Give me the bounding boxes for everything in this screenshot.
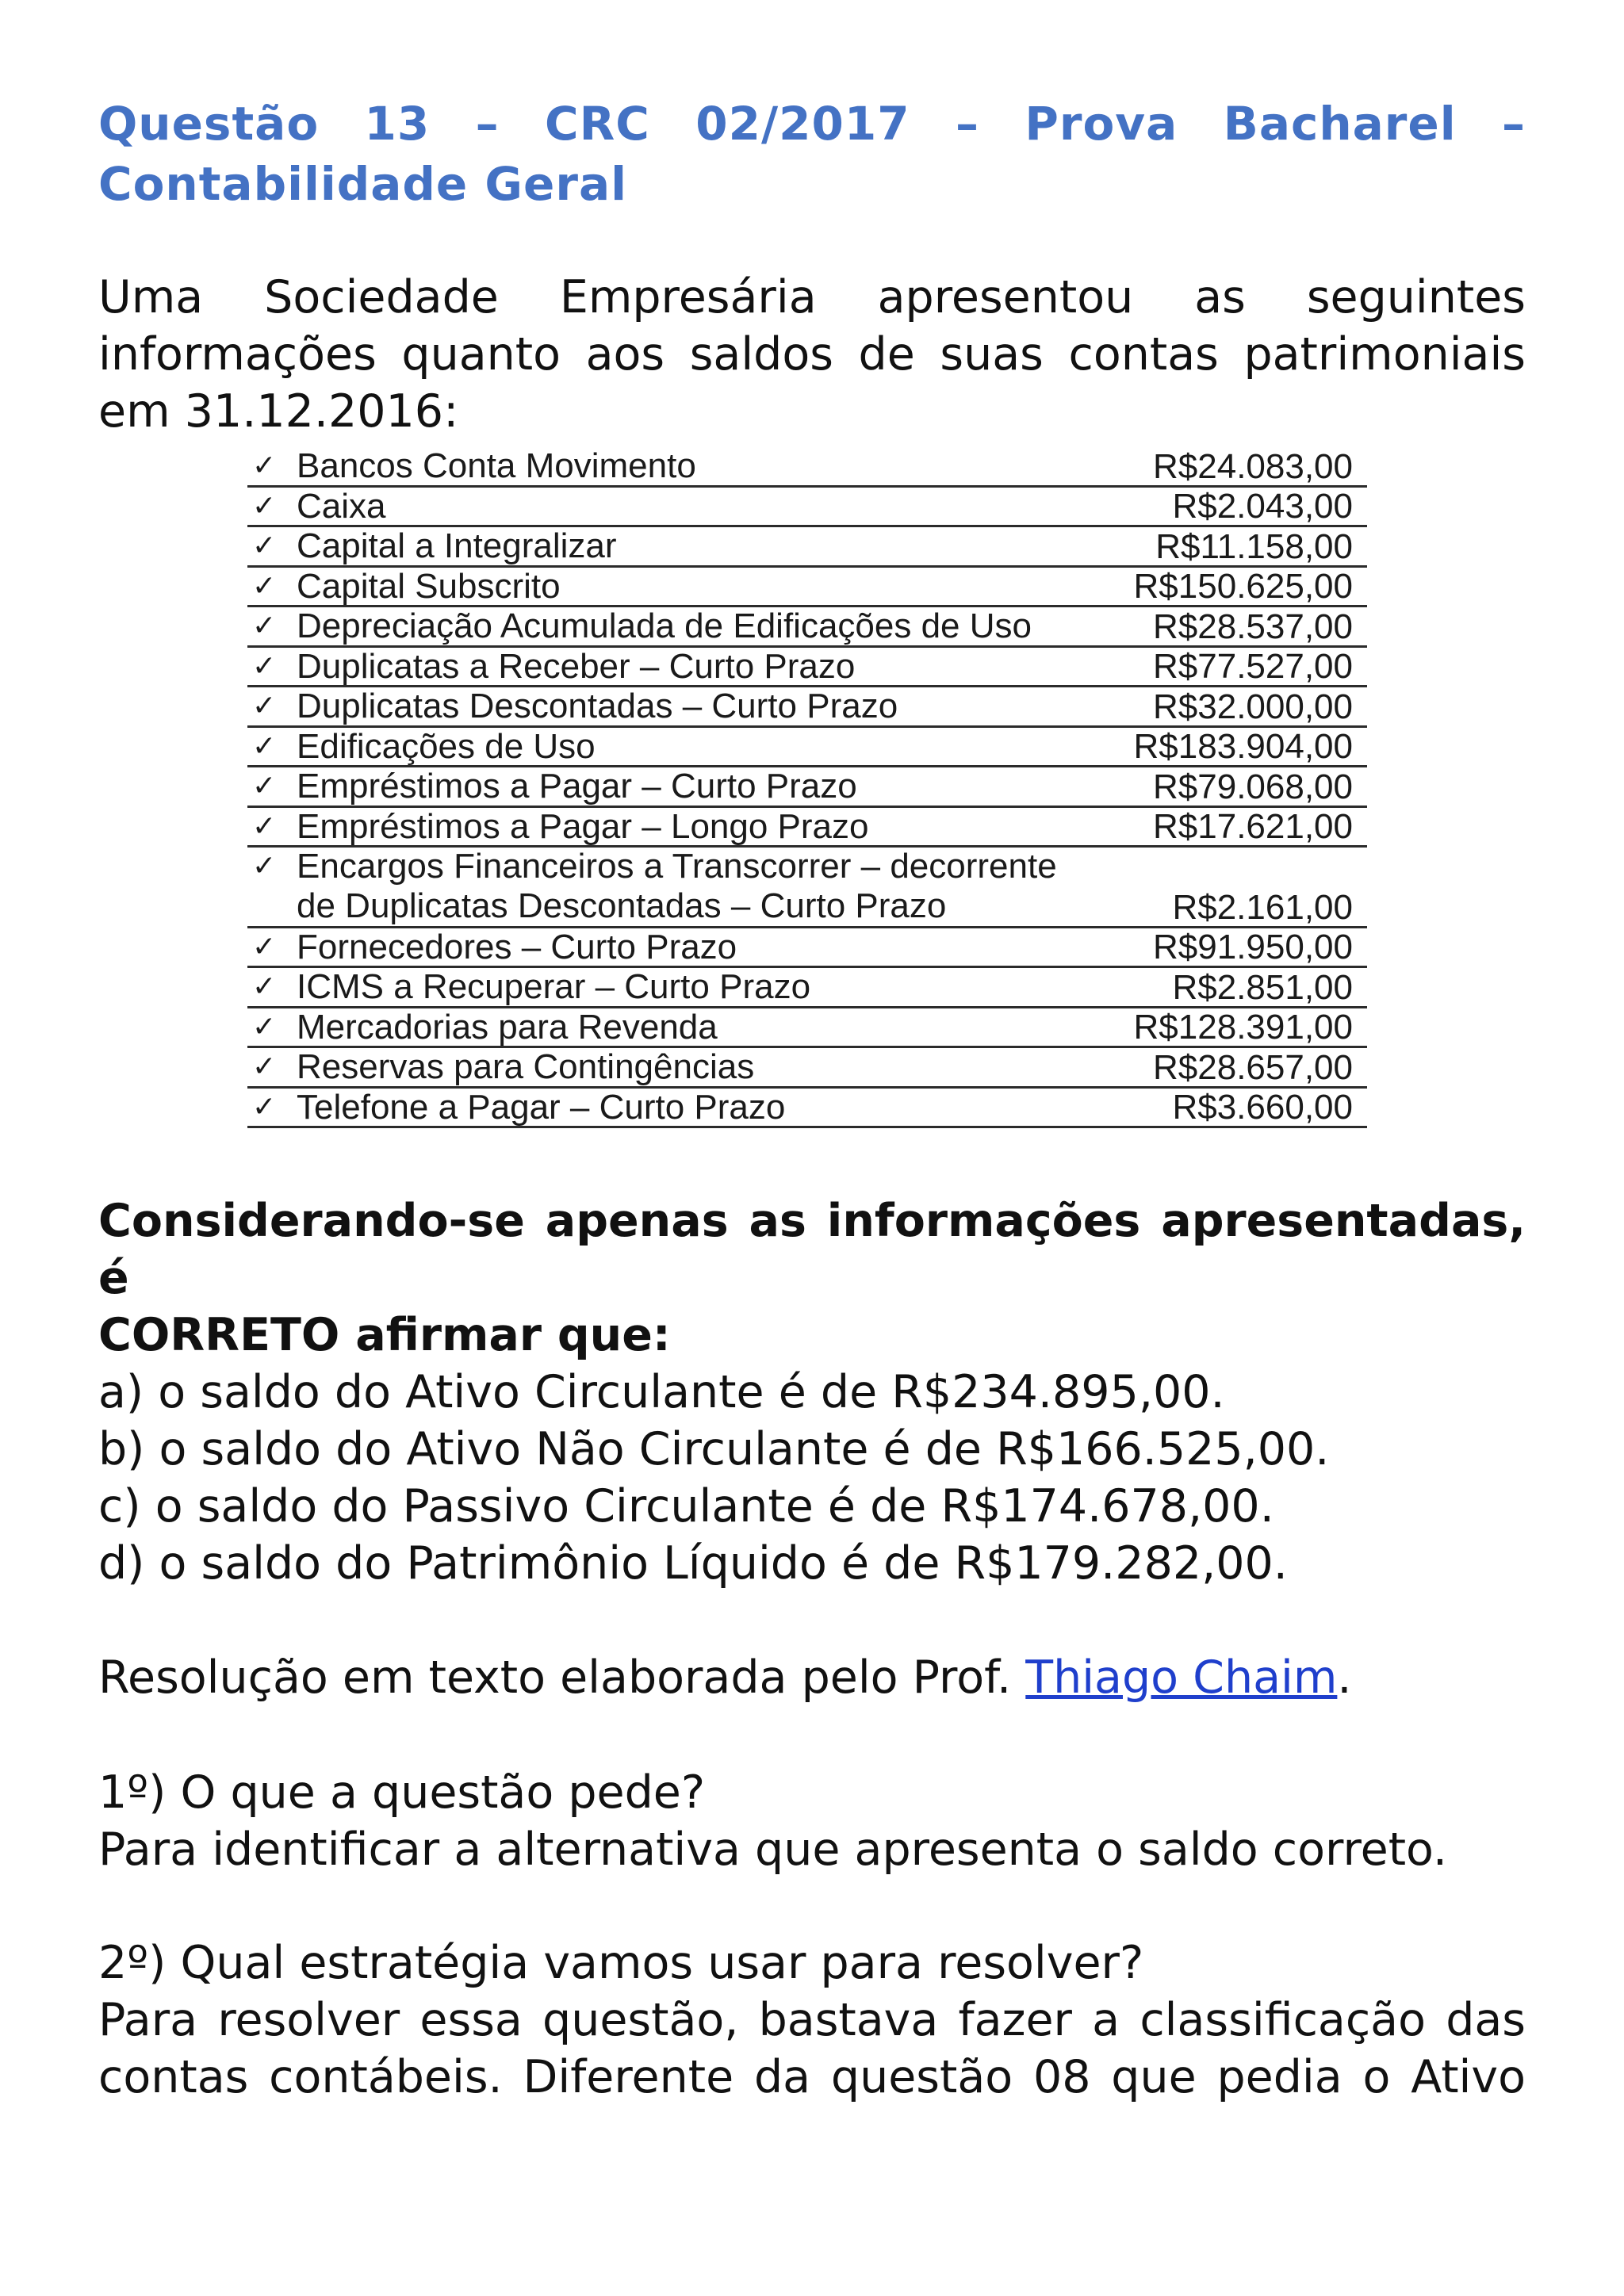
account-value: R$150.625,00 [1133,567,1353,606]
account-row [247,607,1367,648]
account-row [247,968,1367,1008]
account-value: R$24.083,00 [1153,446,1353,486]
step-2 [98,1934,1526,2106]
question-title: Questão 13 – CRC 02/2017 – Prova Bacharel – Contabilidade Geral [98,97,1526,211]
option-d: d) o saldo do Patrimônio Líquido é de R$179.282,00. [98,1537,1288,1590]
account-label: Empréstimos a Pagar – Curto Prazo [297,767,857,806]
option-c: c) o saldo do Passivo Circulante é de R$174.678,00. [98,1480,1274,1533]
account-value: R$2.043,00 [1172,487,1353,526]
account-row [247,848,1367,928]
accounts-table [247,447,1367,1128]
account-label: Duplicatas a Receber – Curto Prazo [297,646,856,686]
account-value: R$183.904,00 [1133,727,1353,766]
step-2-line-2: contas contábeis. Diferente da questão 08 que pedia o Ativo [98,2051,1526,2103]
account-value: R$32.000,00 [1153,687,1353,726]
account-label: Duplicatas Descontadas – Curto Prazo [297,687,898,725]
account-value: R$91.950,00 [1153,928,1353,966]
account-row [247,687,1367,728]
account-label: Encargos Financeiros a Transcorrer – decorrente [297,847,1057,886]
step-2-line-1: Para resolver essa questão, bastava fazer a classificação das [98,1994,1526,2046]
account-label: Capital Subscrito [297,566,561,606]
account-value: R$128.391,00 [1133,1008,1353,1047]
step-1-text: Para identificar a alternativa que apresenta o saldo correto. [98,1823,1448,1876]
check-icon: ✓ [252,1090,277,1123]
answer-options [98,1364,1526,1592]
resolution-prefix: Resolução em texto elaborada pelo Prof. [98,1651,1026,1704]
account-row [247,808,1367,848]
check-icon: ✓ [252,729,277,763]
check-icon: ✓ [252,489,277,522]
account-label: Empréstimos a Pagar – Longo Prazo [297,806,869,846]
account-value: R$17.621,00 [1153,807,1353,846]
account-label: Edificações de Uso [297,726,596,766]
account-value: R$11.158,00 [1155,526,1353,566]
check-icon: ✓ [252,569,277,603]
author-link[interactable]: Thiago Chaim [1025,1651,1338,1704]
account-row [247,1008,1367,1049]
account-row [247,928,1367,969]
account-row [247,488,1367,528]
step-1 [98,1764,1526,1878]
check-icon: ✓ [252,809,277,843]
option-b: b) o saldo do Ativo Não Circulante é de R$166.525,00. [98,1423,1330,1475]
step-2-heading: 2º) Qual estratégia vamos usar para resolver? [98,1937,1144,1989]
check-icon: ✓ [252,530,277,562]
option-a: a) o saldo do Ativo Circulante é de R$234.895,00. [98,1366,1225,1418]
check-icon: ✓ [252,649,277,683]
resolution-suffix: . [1337,1651,1352,1704]
account-label: Fornecedores – Curto Prazo [297,927,737,966]
account-label: Reservas para Contingências [297,1047,755,1086]
question-statement [98,1192,1526,1364]
check-icon: ✓ [252,930,277,963]
account-value: R$28.657,00 [1153,1047,1353,1087]
account-label-continued: de Duplicatas Descontadas – Curto Prazo [297,886,947,925]
check-icon: ✓ [252,770,277,802]
check-icon: ✓ [252,610,277,642]
check-icon: ✓ [252,690,277,722]
intro-paragraph: Uma Sociedade Empresária apresentou as seguintes informações quanto aos saldos de suas contas patrimoniais em 31.12.2016: [98,271,1526,438]
account-label: Telefone a Pagar – Curto Prazo [297,1087,786,1127]
account-label: Mercadorias para Revenda [297,1007,718,1047]
account-value: R$2.851,00 [1172,967,1353,1007]
account-value: R$2.161,00 [1172,887,1353,927]
account-row [247,568,1367,608]
account-label: ICMS a Recuperar – Curto Prazo [297,967,811,1006]
account-row [247,648,1367,688]
resolution-credit [98,1649,1526,1706]
account-row [247,1048,1367,1089]
check-icon: ✓ [252,1010,277,1043]
account-value: R$28.537,00 [1153,607,1353,646]
question-line-2: CORRETO afirmar que: [98,1309,671,1361]
account-row [247,527,1367,568]
account-row [247,447,1367,488]
check-icon: ✓ [252,970,277,1003]
question-line-1: Considerando-se apenas as informações apresentadas, é [98,1195,1526,1304]
account-label: Bancos Conta Movimento [297,446,696,485]
account-label: Capital a Integralizar [297,526,617,565]
account-label: Depreciação Acumulada de Edificações de Uso [297,607,1032,645]
check-icon: ✓ [252,850,277,882]
check-icon: ✓ [252,1050,277,1083]
account-row [247,728,1367,768]
step-1-heading: 1º) O que a questão pede? [98,1766,706,1819]
account-value: R$77.527,00 [1153,647,1353,686]
account-value: R$79.068,00 [1153,767,1353,806]
header-block [98,94,1526,440]
account-row [247,1089,1367,1129]
account-row [247,767,1367,808]
account-label: Caixa [297,486,386,526]
check-icon: ✓ [252,450,277,482]
account-value: R$3.660,00 [1172,1088,1353,1127]
